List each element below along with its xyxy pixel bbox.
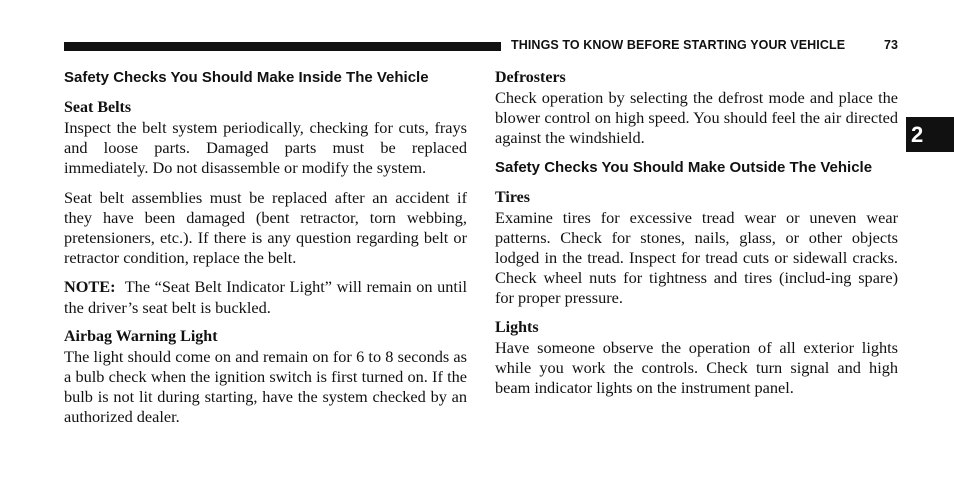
tires-paragraph: Examine tires for excessive tread wear or uneven wear patterns. Check for stones, nails, glass, or other objects lodged in the tread. Inspect for tread cuts or sidewall cracks. Check wheel nuts for tightness and tires (includ-ing spare) for proper pressure. — [495, 207, 898, 308]
defrosters-paragraph: Check operation by selecting the defrost mode and place the blower control on high speed. You should feel the air directed against the windshield. — [495, 88, 898, 148]
subheading-seat-belts: Seat Belts — [64, 99, 132, 116]
seat-belts-paragraph-1: Inspect the belt system periodically, checking for cuts, frays and loose parts. Damaged parts must be replaced immediately. Do not disassemble or modify the system. — [64, 118, 467, 178]
section-heading-outside: Safety Checks You Should Make Outside The Vehicle — [495, 158, 873, 176]
left-column — [64, 68, 467, 437]
chapter-tab: 2 — [906, 117, 954, 152]
running-header-title: THINGS TO KNOW BEFORE STARTING YOUR VEHICLE — [511, 38, 846, 52]
page-number: 73 — [884, 38, 898, 52]
note-text: The “Seat Belt Indicator Light” will remain on until the driver’s seat belt is buckled. — [64, 277, 467, 317]
section-heading-inside: Safety Checks You Should Make Inside The Vehicle — [64, 69, 429, 86]
subheading-tires: Tires — [495, 188, 530, 206]
airbag-paragraph: The light should come on and remain on for 6 to 8 seconds as a bulb check when the ignition switch is first turned on. If the bulb is not lit during starting, have the system checked by an authorized dealer. — [64, 346, 467, 427]
lights-paragraph: Have someone observe the operation of all exterior lights while you work the controls. Check turn signal and high beam indicator lights on the instrument panel. — [495, 337, 898, 398]
header-rule — [64, 42, 501, 51]
subheading-lights: Lights — [495, 318, 539, 336]
note-paragraph — [64, 277, 467, 317]
note-label: NOTE: — [64, 277, 116, 297]
subheading-defrosters: Defrosters — [495, 69, 566, 86]
subheading-airbag-warning-light: Airbag Warning Light — [64, 327, 218, 345]
right-column — [495, 68, 898, 407]
seat-belts-paragraph-2: Seat belt assemblies must be replaced after an accident if they have been damaged (bent retractor, torn webbing, pretensioners, etc.). If there is any question regarding belt or retractor condition, replace the belt. — [64, 187, 467, 268]
